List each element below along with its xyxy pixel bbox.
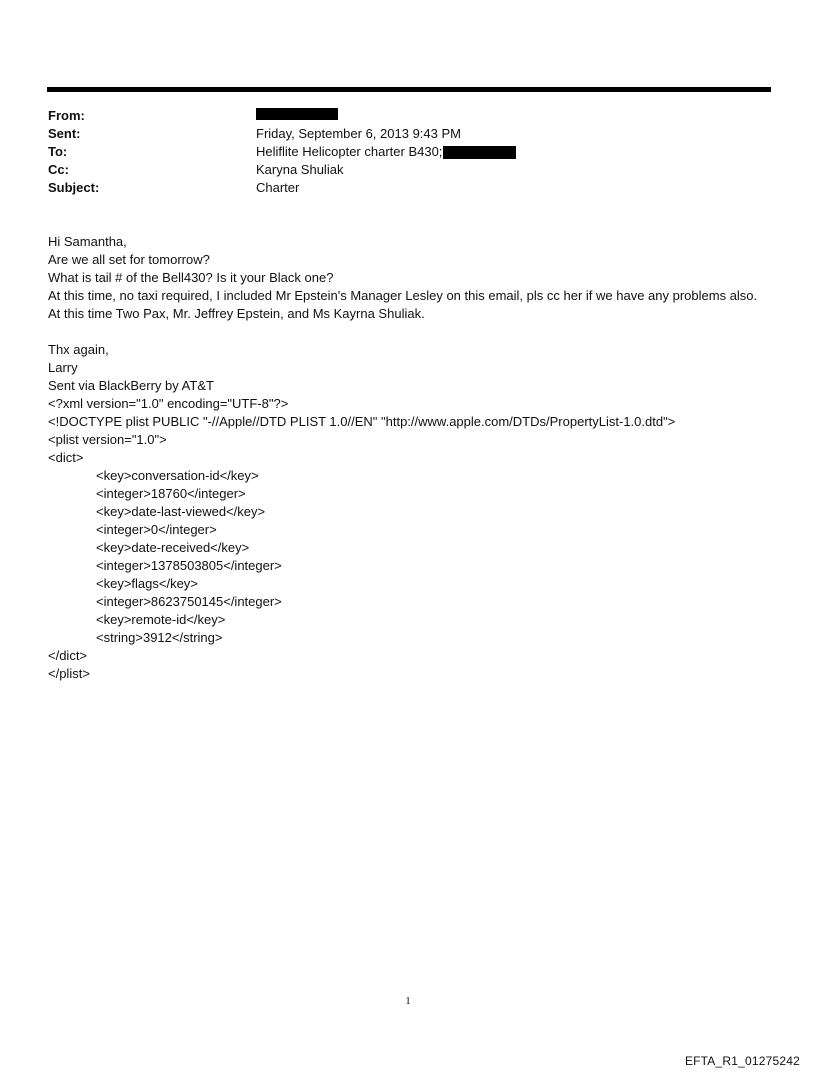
- cc-row: [48, 161, 768, 179]
- xml-declaration: <?xml version="1.0" encoding="UTF-8"?>: [48, 396, 289, 411]
- from-value: [256, 107, 338, 125]
- xml-plist-close: </plist>: [48, 666, 90, 681]
- xml-entry: <key>remote-id</key>: [96, 612, 226, 627]
- xml-entry: <string>3912</string>: [96, 630, 223, 645]
- email-body: [48, 233, 768, 683]
- to-value: Heliflite Helicopter charter B430;: [256, 144, 443, 159]
- xml-entry: <key>date-last-viewed</key>: [96, 504, 266, 519]
- body-line: At this time Two Pax, Mr. Jeffrey Epstein, and Ms Kayrna Shuliak.: [48, 306, 425, 321]
- xml-plist-open: <plist version="1.0">: [48, 432, 167, 447]
- sent-row: [48, 125, 768, 143]
- body-line: Are we all set for tomorrow?: [48, 252, 210, 267]
- xml-dict-close: </dict>: [48, 648, 88, 663]
- body-line: Hi Samantha,: [48, 234, 127, 249]
- xml-entry: <integer>18760</integer>: [96, 486, 246, 501]
- body-line: What is tail # of the Bell430? Is it your Black one?: [48, 270, 334, 285]
- body-line: Thx again,: [48, 342, 109, 357]
- xml-entry: <integer>0</integer>: [96, 522, 217, 537]
- xml-entry: <key>date-received</key>: [96, 540, 250, 555]
- redaction-box: [443, 146, 516, 159]
- to-label: To:: [48, 144, 68, 159]
- xml-entry: <key>conversation-id</key>: [96, 468, 259, 483]
- xml-entry: <integer>1378503805</integer>: [96, 558, 282, 573]
- bates-number: EFTA_R1_01275242: [684, 1054, 800, 1068]
- subject-value: Charter: [256, 180, 300, 195]
- cc-label: Cc:: [48, 162, 69, 177]
- to-value-wrapper: [256, 143, 516, 161]
- signature-name: Larry: [48, 360, 78, 375]
- from-row: [48, 107, 768, 125]
- sent-value: Friday, September 6, 2013 9:43 PM: [256, 126, 461, 141]
- header-rule: [47, 87, 771, 92]
- xml-entry: <key>flags</key>: [96, 576, 198, 591]
- from-label: From:: [48, 108, 85, 123]
- page-number: 1: [405, 995, 411, 1007]
- body-line: At this time, no taxi required, I included Mr Epstein's Manager Lesley on this email, pls cc her if we have any problems also.: [48, 288, 758, 303]
- blank-line: [48, 323, 768, 341]
- signature-device: Sent via BlackBerry by AT&T: [48, 378, 214, 393]
- sent-label: Sent:: [48, 126, 81, 141]
- xml-doctype: <!DOCTYPE plist PUBLIC "-//Apple//DTD PLIST 1.0//EN" "http://www.apple.com/DTDs/PropertyList-1.0.dtd">: [48, 414, 676, 429]
- xml-entry: <integer>8623750145</integer>: [96, 594, 282, 609]
- email-header: [48, 107, 768, 197]
- redaction-box: [256, 108, 338, 120]
- to-row: [48, 143, 768, 161]
- subject-label: Subject:: [48, 180, 100, 195]
- subject-row: [48, 179, 768, 197]
- xml-dict-open: <dict>: [48, 450, 84, 465]
- cc-value: Karyna Shuliak: [256, 162, 344, 177]
